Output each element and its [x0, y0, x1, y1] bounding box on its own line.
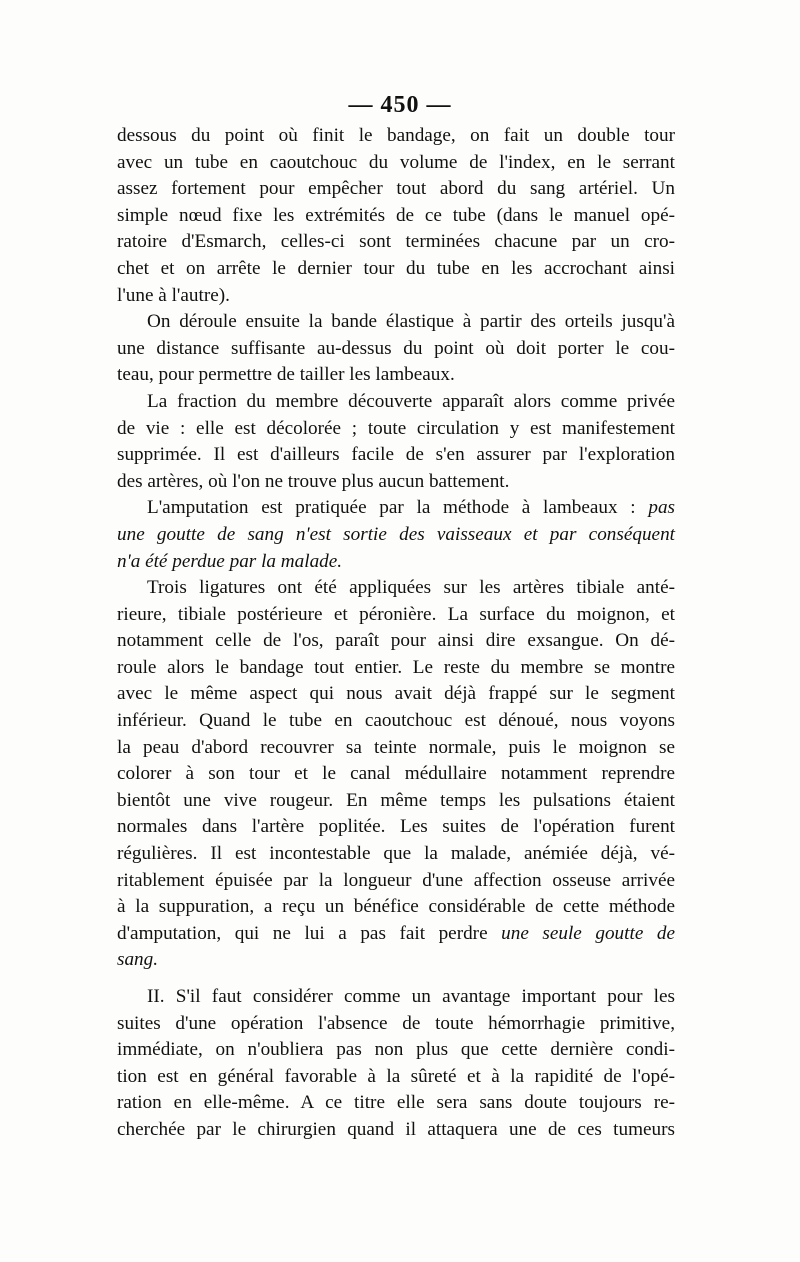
text-line [117, 575, 675, 602]
text-line [117, 389, 675, 416]
text-line [117, 655, 675, 682]
text-line [117, 628, 675, 655]
text-line [117, 681, 675, 708]
text-line [117, 814, 675, 841]
line-text: de vie : elle est décolorée ; toute circulation y est manifestement [117, 417, 675, 439]
line-text: avec le même aspect qui nous avait déjà frappé sur le segment [117, 683, 675, 705]
text-line [117, 761, 675, 788]
line-text: bientôt une vive rougeur. En même temps les pulsations étaient [117, 789, 675, 811]
text-line [117, 1064, 675, 1091]
text-line [117, 984, 675, 1011]
line-text: une distance suffisante au-dessus du point où doit porter le cou- [117, 337, 675, 359]
text-line [117, 495, 675, 522]
text-line [117, 1117, 675, 1144]
paragraph [117, 495, 675, 575]
line-italic-text: une seule goutte de [501, 922, 675, 944]
text-line [117, 947, 675, 974]
line-text: ration en elle-même. A ce titre elle sera sans doute toujours re- [117, 1092, 675, 1114]
text-line [117, 203, 675, 230]
line-text: des artères, où l'on ne trouve plus aucun battement. [117, 470, 510, 492]
text-line [117, 735, 675, 762]
paragraph [117, 309, 675, 389]
line-text: assez fortement pour empêcher tout abord du sang artériel. Un [117, 178, 675, 200]
text-line [117, 150, 675, 177]
line-italic-text: pas [648, 497, 675, 519]
text-line [117, 921, 675, 948]
line-text: simple nœud fixe les extrémités de ce tube (dans le manuel opé- [117, 204, 675, 226]
text-line [117, 1090, 675, 1117]
text-line [117, 416, 675, 443]
section-gap [117, 974, 675, 984]
paragraph [117, 984, 675, 1144]
line-text: roule alors le bandage tout entier. Le reste du membre se montre [117, 656, 675, 678]
line-text: L'amputation est pratiquée par la méthode à lambeaux : [147, 497, 649, 519]
text-line [117, 522, 675, 549]
line-text: l'une à l'autre). [117, 284, 230, 306]
line-text: ritablement épuisée par la longueur d'une affection osseuse arrivée [117, 869, 675, 891]
text-line [117, 309, 675, 336]
line-text: inférieur. Quand le tube en caoutchouc est dénoué, nous voyons [117, 710, 675, 732]
line-text: ratoire d'Esmarch, celles-ci sont terminées chacune par un cro- [117, 231, 675, 253]
line-text: suites d'une opération l'absence de toute hémorrhagie primitive, [117, 1012, 675, 1034]
line-italic-text: sang. [117, 949, 159, 971]
line-text: notamment celle de l'os, paraît pour ainsi dire exsangue. On dé- [117, 630, 675, 652]
text-line [117, 894, 675, 921]
text-line [117, 788, 675, 815]
line-text: immédiate, on n'oubliera pas non plus que cette dernière condi- [117, 1039, 675, 1061]
text-line [117, 868, 675, 895]
text-line [117, 708, 675, 735]
line-text: Trois ligatures ont été appliquées sur les artères tibiale anté- [147, 577, 675, 599]
paragraph [117, 123, 675, 309]
line-text: à la suppuration, a reçu un bénéfice considérable de cette méthode [117, 896, 675, 918]
text-line [117, 549, 675, 576]
text-line [117, 602, 675, 629]
line-text: La fraction du membre découverte apparaît alors comme privée [147, 390, 675, 412]
line-text: tion est en général favorable à la sûreté et à la rapidité de l'opé- [117, 1065, 675, 1087]
line-text: chet et on arrête le dernier tour du tube en les accrochant ainsi [117, 257, 675, 279]
text-line [117, 362, 675, 389]
line-text: dessous du point où finit le bandage, on fait un double tour [117, 125, 675, 146]
paragraph [117, 575, 675, 974]
text-line [117, 283, 675, 310]
paragraph [117, 389, 675, 495]
line-italic-text: n'a été perdue par la malade. [117, 550, 343, 572]
line-text: normales dans l'artère poplitée. Les suites de l'opération furent [117, 816, 675, 838]
line-text: II. S'il faut considérer comme un avantage important pour les [147, 986, 675, 1007]
text-line [117, 469, 675, 496]
line-text: On déroule ensuite la bande élastique à partir des orteils jusqu'à [147, 311, 675, 333]
page-number: — 450 — [348, 92, 452, 118]
line-italic-text: une goutte de sang n'est sortie des vaisseaux et par conséquent [117, 523, 675, 545]
line-text: régulières. Il est incontestable que la malade, anémiée déjà, vé- [117, 843, 675, 865]
text-line [117, 229, 675, 256]
text-line [117, 336, 675, 363]
text-line [117, 123, 675, 150]
text-line [117, 1011, 675, 1038]
body-text [117, 123, 675, 1144]
text-line [117, 176, 675, 203]
line-text: supprimée. Il est d'ailleurs facile de s'en assurer par l'exploration [117, 444, 675, 466]
text-line [117, 841, 675, 868]
line-text: la peau d'abord recouvrer sa teinte normale, puis le moignon se [117, 736, 675, 758]
text-line [117, 442, 675, 469]
line-text: cherchée par le chirurgien quand il attaquera une de ces tumeurs [117, 1118, 675, 1140]
line-text: d'amputation, qui ne lui a pas fait perdre [117, 922, 502, 944]
line-text: colorer à son tour et le canal médullaire notamment reprendre [117, 763, 675, 785]
text-line [117, 1037, 675, 1064]
line-text: avec un tube en caoutchouc du volume de l'index, en le serrant [117, 151, 675, 173]
line-text: teau, pour permettre de tailler les lambeaux. [117, 364, 455, 386]
text-line [117, 256, 675, 283]
line-text: rieure, tibiale postérieure et péronière. La surface du moignon, et [117, 603, 675, 625]
